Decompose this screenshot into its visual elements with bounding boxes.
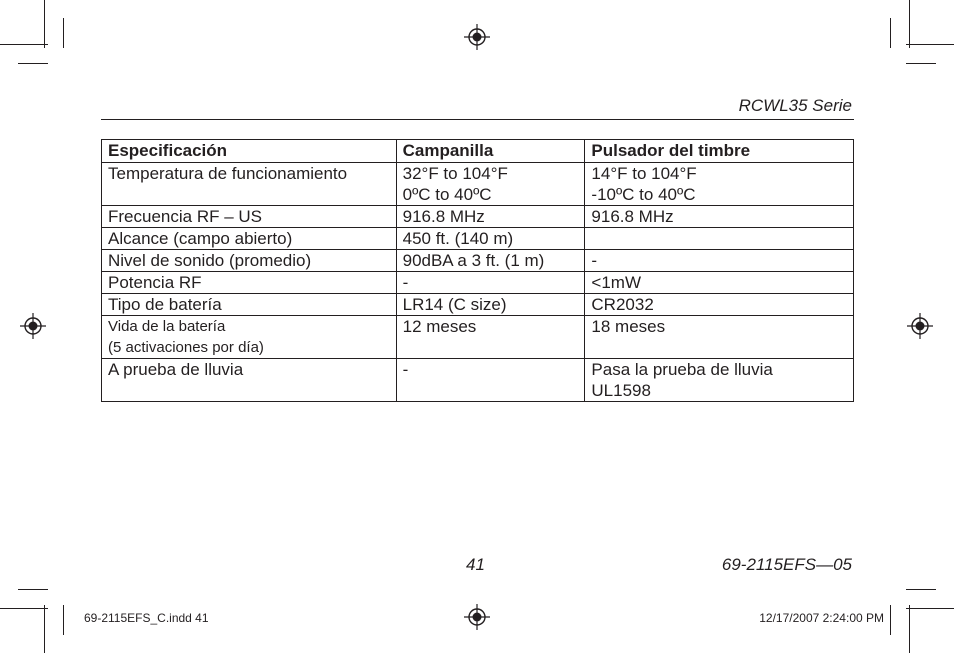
table-cell: CR2032 [585,294,854,316]
crop-mark [63,605,64,635]
table-row [102,250,854,272]
table-cell: Alcance (campo abierto) [102,228,397,250]
document-id: 69-2115EFS—05 [721,555,852,574]
table-cell: Potencia RF [102,272,397,294]
series-title: RCWL35 Serie [738,96,852,115]
table-cell: 32°F to 104°F 0ºC to 40ºC [396,163,585,206]
slug-file: 69-2115EFS_C.indd 41 [84,611,209,625]
page-number: 41 [466,555,485,574]
crop-mark [63,18,64,48]
column-header: Campanilla [396,140,585,163]
table-cell: 916.8 MHz [396,206,585,228]
column-header: Pulsador del timbre [585,140,854,163]
table-cell: 12 meses [396,316,585,359]
table-row [102,316,854,359]
registration-mark-icon [907,313,933,339]
column-header: Especificación [102,140,397,163]
crop-mark [906,63,936,64]
crop-mark [0,608,48,609]
table-cell: - [585,250,854,272]
table-cell: Pasa la prueba de lluvia UL1598 [585,359,854,402]
crop-mark [909,605,910,653]
table-header-row [102,140,854,163]
crop-mark [906,608,954,609]
registration-mark-icon [464,24,490,50]
table-cell: Vida de la batería (5 activaciones por día) [102,316,397,359]
crop-mark [906,44,954,45]
table-cell: A prueba de lluvia [102,359,397,402]
header-rule [101,119,854,120]
registration-mark-icon [20,313,46,339]
crop-mark [18,589,48,590]
crop-mark [18,63,48,64]
crop-mark [890,18,891,48]
table-row [102,163,854,206]
table-cell: 450 ft. (140 m) [396,228,585,250]
table-cell: Nivel de sonido (promedio) [102,250,397,272]
table-row [102,272,854,294]
table-cell: Temperatura de funcionamiento [102,163,397,206]
table-cell: - [396,359,585,402]
spec-table [101,139,854,402]
table-cell: Tipo de batería [102,294,397,316]
table-cell: 18 meses [585,316,854,359]
table-cell: LR14 (C size) [396,294,585,316]
crop-mark [0,44,48,45]
slug-date: 12/17/2007 2:24:00 PM [759,611,884,625]
crop-mark [906,589,936,590]
table-row [102,359,854,402]
table-row [102,294,854,316]
crop-mark [44,605,45,653]
table-row [102,206,854,228]
table-cell: 14°F to 104°F -10ºC to 40ºC [585,163,854,206]
table-cell [585,228,854,250]
table-row [102,228,854,250]
table-cell: 90dBA a 3 ft. (1 m) [396,250,585,272]
table-cell: - [396,272,585,294]
crop-mark [909,0,910,48]
table-cell: 916.8 MHz [585,206,854,228]
table-cell: <1mW [585,272,854,294]
crop-mark [890,605,891,635]
table-cell: Frecuencia RF – US [102,206,397,228]
crop-mark [44,0,45,48]
registration-mark-icon [464,604,490,630]
